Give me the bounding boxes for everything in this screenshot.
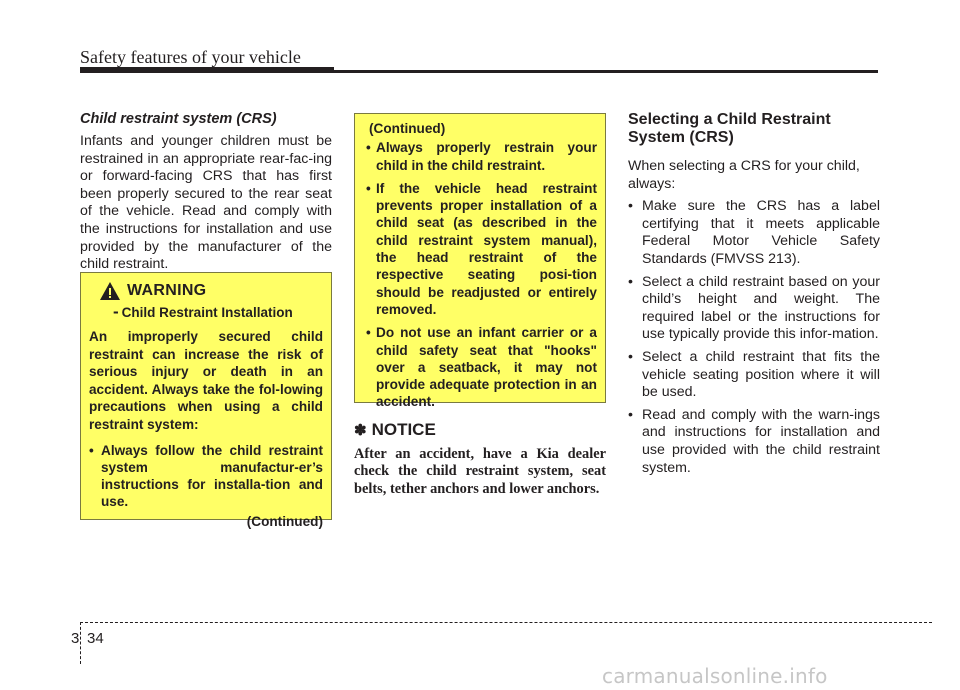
warning-bullet-text: Always follow the child restraint system manufactur-er’s instructions for installa-tion and use.: [101, 442, 323, 510]
bullet-dot-icon: •: [628, 198, 633, 215]
warning-bullet: [89, 442, 323, 511]
footer-divider: [80, 622, 81, 664]
selecting-bullet: [628, 274, 880, 344]
selecting-bullet-text: Select a child restraint based on your child’s height and weight. The required label or the instructions for use typically provide this infor-mation.: [642, 273, 880, 343]
bullet-dot-icon: •: [628, 406, 633, 423]
selecting-title: Selecting a Child Restraint System (CRS): [628, 111, 831, 146]
selecting-bullet-text: Make sure the CRS has a label certifying that it meets applicable Federal Motor Vehicle Safety Standards (FMVSS 213).: [642, 198, 880, 267]
continued-bullet: [363, 139, 597, 174]
bullet-dot-icon: •: [366, 180, 371, 196]
chapter-number: 3: [71, 630, 80, 647]
selecting-bullet: [628, 349, 880, 402]
warning-triangle-icon: [99, 281, 121, 301]
page-number: 34: [87, 630, 104, 647]
warning-subtitle-text: Child Restraint Installation: [121, 305, 293, 320]
crs-intro-section: [80, 111, 332, 274]
selecting-bullet-text: Select a child restraint that fits the vehicle seating position where it will be used.: [642, 348, 880, 401]
warning-box: [80, 272, 332, 530]
warning-text: An improperly secured child restraint can increase the risk of serious injury or death in an accident. Always take the fol-lowing precautions when using a child restraint system:: [89, 329, 323, 432]
selecting-crs-section: [628, 111, 880, 482]
continued-bullet-text: If the vehicle head restraint prevents proper installation of a child seat (as described in the child restraint system manual), the head restraint of the respective seating posi-tion should be readjusted or entirely removed.: [376, 180, 597, 317]
selecting-intro: When selecting a CRS for your child, always:: [628, 158, 860, 192]
watermark: carmanualsonline.info: [602, 664, 828, 688]
notice-title-row: [354, 420, 606, 440]
selecting-bullet: [628, 198, 880, 268]
continued-bullet-text: Always properly restrain your child in the child restraint.: [376, 140, 597, 173]
crs-heading: Child restraint system (CRS): [80, 111, 277, 127]
bullet-dot-icon: •: [89, 442, 94, 458]
page-header-title: Safety features of your vehicle: [80, 47, 301, 67]
notice-text: After an accident, have a Kia dealer check the child restraint system, seat belts, tether anchors and lower anchors.: [354, 446, 606, 497]
bullet-dot-icon: •: [366, 140, 371, 156]
warning-subtitle: - Child Restraint Installation: [113, 302, 293, 321]
continued-warning-box: [354, 113, 606, 410]
continued-head: (Continued): [369, 121, 446, 136]
continued-bullet: [363, 324, 597, 410]
crs-body-text: Infants and younger children must be restrained in an appropriate rear-fac-ing or forward-facing CRS that has first been properly secured to the rear seat of the vehicle. Read and comply with the instructions for installation and use provided by the manufacturer of the child restraint.: [80, 133, 332, 273]
bullet-dot-icon: •: [628, 273, 633, 290]
bullet-dot-icon: •: [366, 325, 371, 341]
header-rule-accent: [80, 67, 334, 73]
continued-bullet: [363, 180, 597, 318]
warning-continued-label: (Continued): [246, 514, 323, 530]
notice-asterisk-icon: ✽: [354, 422, 367, 439]
warning-title: WARNING: [127, 282, 207, 299]
notice-title: NOTICE: [371, 420, 436, 439]
bullet-dot-icon: •: [628, 348, 633, 365]
warning-header: [89, 281, 323, 301]
selecting-bullet: [628, 407, 880, 477]
selecting-bullet-text: Read and comply with the warn-ings and instructions for installation and use provided with the child restraint system.: [642, 406, 880, 476]
footer-rule: [80, 622, 932, 623]
continued-bullet-text: Do not use an infant carrier or a child safety seat that "hooks" over a seatback, it may not provide adequate protection in an accident.: [376, 325, 597, 410]
notice-section: [354, 420, 606, 498]
